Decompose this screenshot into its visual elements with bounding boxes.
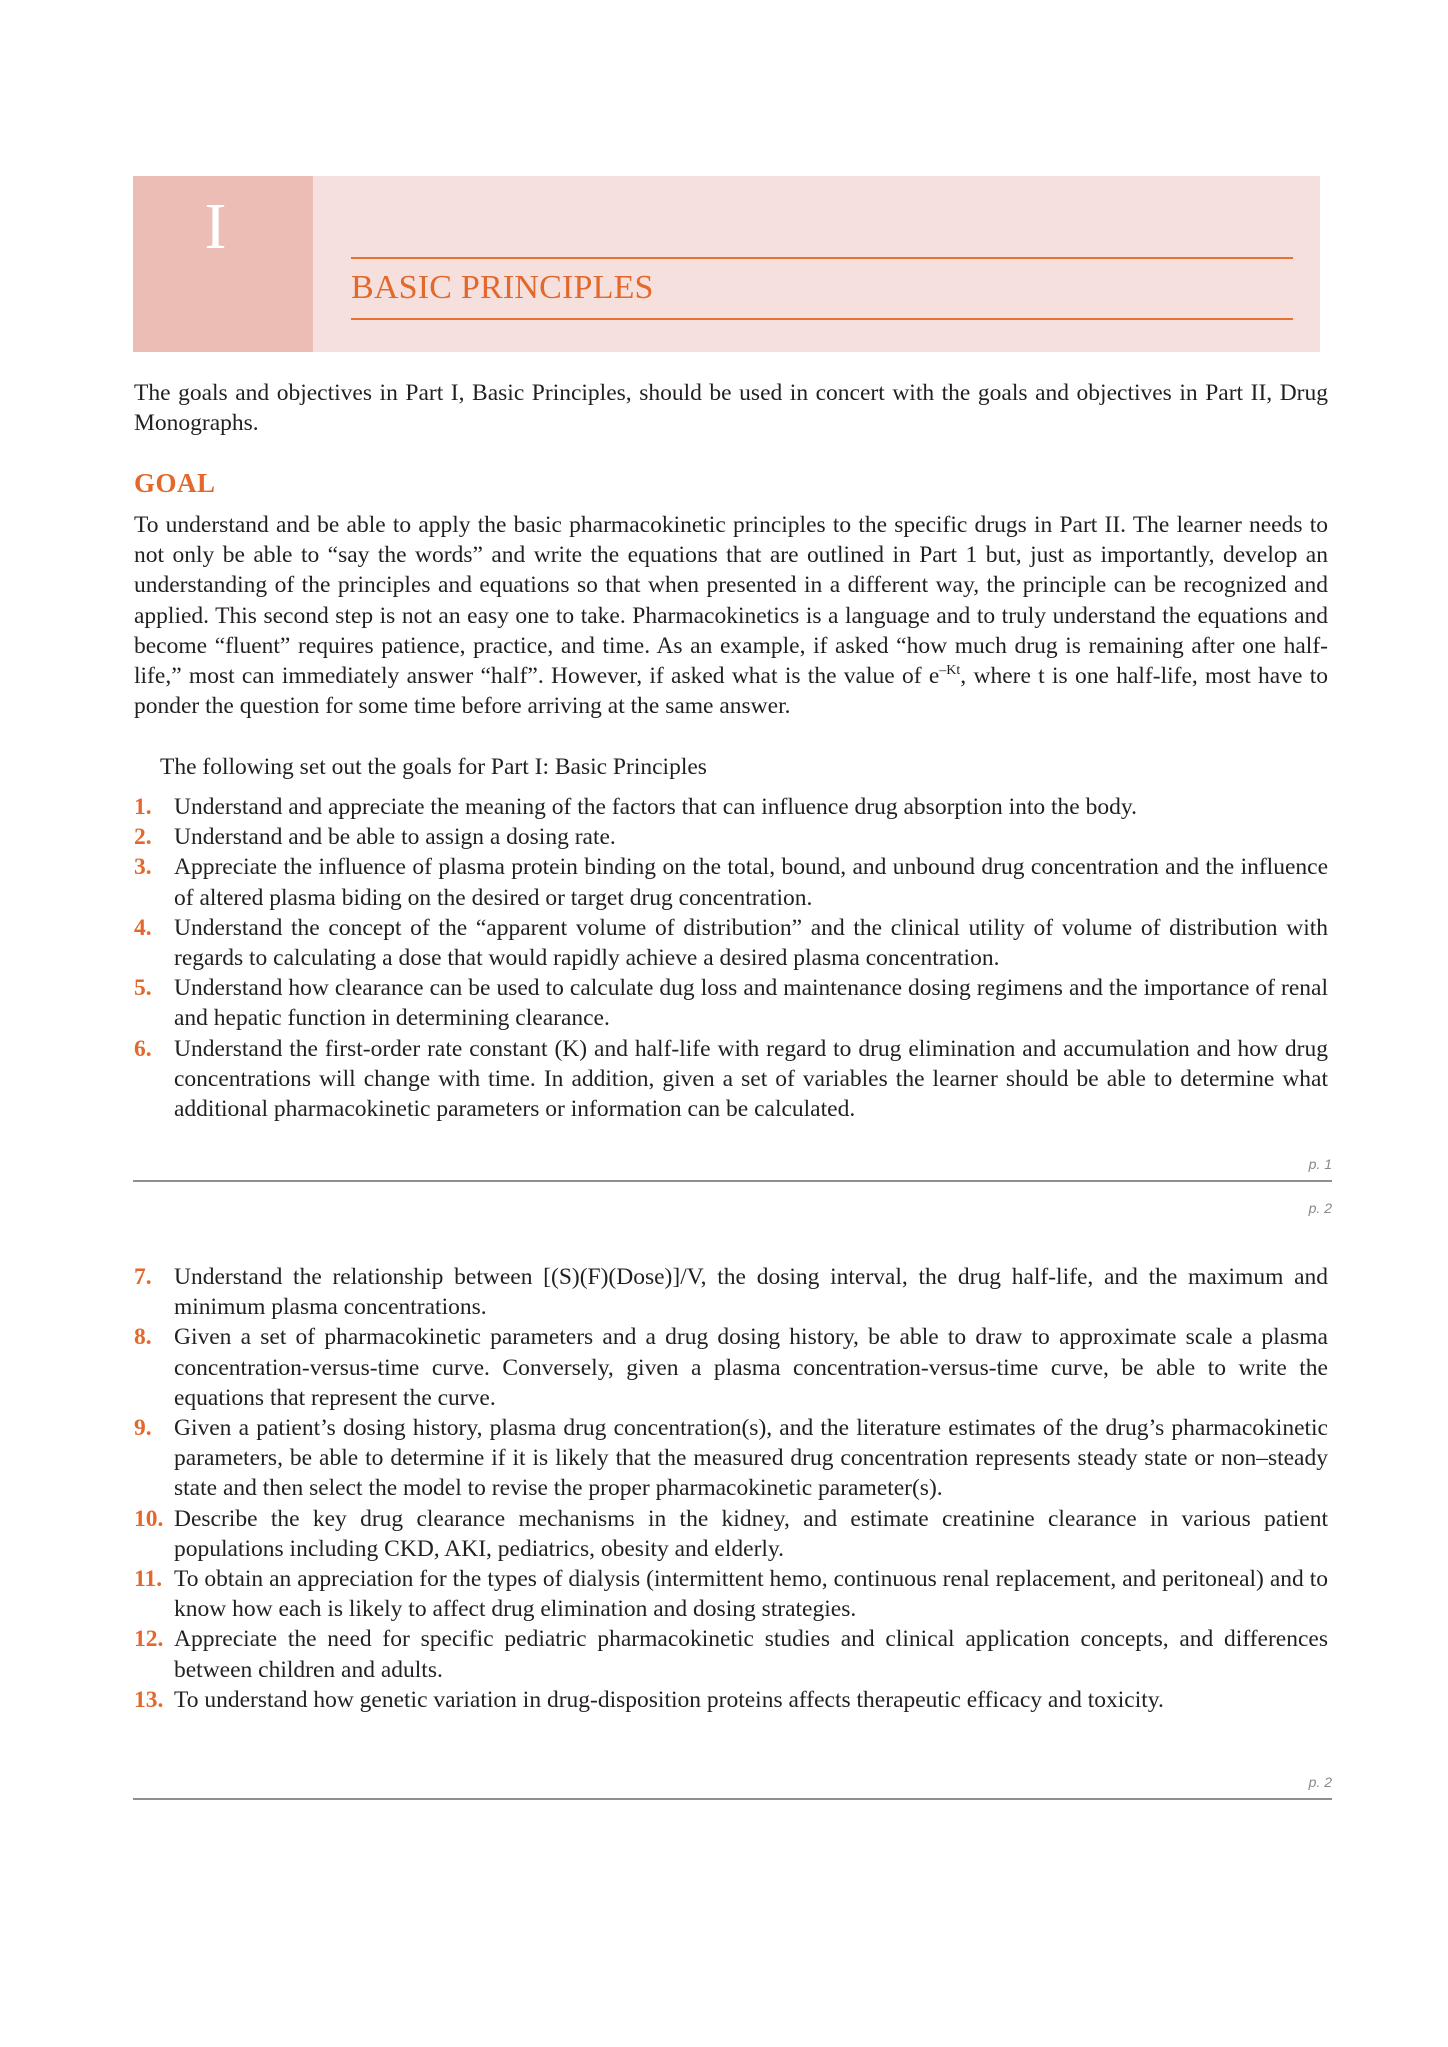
list-item [134,822,1328,852]
list-item-text: Understand and appreciate the meaning of the factors that can influence drug absorption into the body. [174,794,1137,820]
part-numeral-box [133,176,313,352]
list-item [134,913,1328,973]
goal-paragraph [134,510,1328,721]
goals-lead-in: The following set out the goals for Part I: Basic Principles [160,754,707,780]
list-item [134,1624,1328,1684]
list-item-number: 13. [134,1686,164,1713]
list-item-number: 11. [134,1566,163,1593]
list-item-number: 5. [134,975,152,1002]
list-item [134,1262,1328,1322]
title-rule-top [351,257,1293,259]
list-item-text: Understand the concept of the “apparent volume of distribution” and the clinical utility of volume of distribution with regards to calculating a dose that would rapidly achieve a desired plasma concentration. [174,914,1328,972]
list-item-number: 8. [134,1324,152,1351]
title-rule-bottom [351,318,1293,320]
list-item-number: 6. [134,1035,152,1062]
list-item [134,1564,1328,1624]
list-item [134,1034,1328,1125]
part-title: BASIC PRINCIPLES [351,269,654,306]
page-break-rule [133,1180,1332,1182]
list-item-text: Describe the key drug clearance mechanisms in the kidney, and estimate creatinine clearance in various patient populations including CKD, AKI, pediatrics, obesity and elderly. [174,1505,1328,1562]
list-item [134,1322,1328,1413]
page-number-1: p. 1 [1308,1156,1332,1172]
list-item-text: Given a set of pharmacokinetic parameters and a drug dosing history, be able to draw to approximate scale a plasma concentration-versus-time curve. Conversely, given a plasma concentration-versus-time curve, be able to write the equations that represent the curve. [174,1324,1328,1411]
list-item-number: 9. [134,1415,152,1442]
list-item-text: Appreciate the influence of plasma protein binding on the total, bound, and unbound drug concentration and the influence of altered plasma biding on the desired or target drug concentration. [174,854,1328,911]
goal-text-part1: To understand and be able to apply the basic pharmacokinetic principles to the specific drugs in Part II. The learner needs to not only be able to “say the words” and write the equations that are outlined in Part 1 but, just as importantly, develop an understanding of the principles and equations so that when presented in a different way, the principle can be recognized and applied. This second step is not an easy one to take. Pharmacokinetics is a language and to truly understand the equations and become “fluent” requires patience, practice, and time. As an example, if asked “how much drug is remaining after one half-life,” most can immediately answer “half”. However, if asked what is the value of e [134,512,1328,690]
list-item [134,973,1328,1033]
list-item-text: To understand how genetic variation in drug-disposition proteins affects therapeutic efficacy and toxicity. [174,1686,1164,1713]
page-number-2-bottom: p. 2 [1308,1774,1332,1790]
goals-list-page1 [134,792,1328,1124]
list-item-text: Understand how clearance can be used to calculate dug loss and maintenance dosing regimens and the importance of renal and hepatic function in determining clearance. [174,975,1328,1032]
part-header [133,176,1320,352]
list-item-text: Understand and be able to assign a dosing rate. [174,824,616,851]
goal-text-part2: , where t is one half-life, most have to ponder the question for some time before arriving at the same answer. [134,663,1328,720]
exponent-superscript: –Kt [939,663,961,679]
list-item [134,852,1328,912]
intro-paragraph: The goals and objectives in Part I, Basic Principles, should be used in concert with the goals and objectives in Part II, Drug Monographs. [134,380,1328,437]
page-end-rule [133,1798,1332,1800]
page-number-2-top: p. 2 [1308,1200,1332,1216]
part-numeral: I [204,190,227,263]
list-item-text: Given a patient’s dosing history, plasma drug concentration(s), and the literature estimates of the drug’s pharmacokinetic parameters, be able to determine if it is likely that the measured drug concentration represents steady state or non–steady state and then select the model to revise the proper pharmacokinetic parameter(s). [174,1415,1328,1502]
list-item-number: 1. [134,794,152,820]
list-item-text: Appreciate the need for specific pediatric pharmacokinetic studies and clinical application concepts, and differences between children and adults. [174,1626,1328,1683]
goal-heading: GOAL [134,468,216,498]
list-item-text: Understand the first-order rate constant (K) and half-life with regard to drug elimination and accumulation and how drug concentrations will change with time. In addition, given a set of variables the learner should be able to determine what additional pharmacokinetic parameters or information can be calculated. [174,1035,1328,1123]
list-item [134,792,1328,822]
list-item-text: Understand the relationship between [(S)(F)(Dose)]/V, the dosing interval, the drug half-life, and the maximum and minimum plasma concentrations. [174,1264,1328,1321]
list-item-text: To obtain an appreciation for the types of dialysis (intermittent hemo, continuous renal replacement, and peritoneal) and to know how each is likely to affect drug elimination and dosing strategies. [174,1566,1328,1623]
goals-list-page2 [134,1262,1328,1715]
list-item-number: 2. [134,824,152,851]
list-item-number: 4. [134,914,152,941]
list-item-number: 3. [134,854,152,881]
list-item [134,1504,1328,1564]
list-item-number: 12. [134,1626,164,1653]
list-item [134,1685,1328,1715]
list-item-number: 10. [134,1505,164,1532]
list-item [134,1413,1328,1504]
list-item-number: 7. [134,1264,152,1290]
